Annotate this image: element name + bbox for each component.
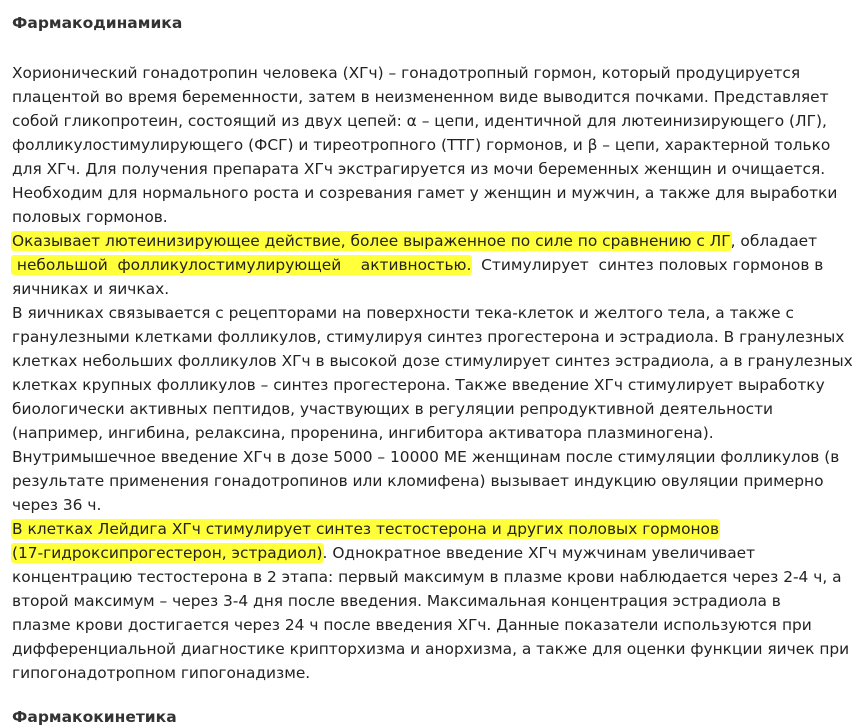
text-segment: второй максимум – через 3-4 дня после введения. Максимальная концентрация эстрадиола в [12, 592, 781, 610]
text-line [12, 541, 755, 565]
text-line [12, 637, 849, 661]
text-line [12, 493, 101, 517]
text-segment: фолликулостимулирующего (ФСГ) и тиреотропного (ТТГ) гормонов, и β – цепи, характерной только [12, 136, 831, 154]
text-line [12, 85, 829, 109]
text-segment: Хорионический гонадотропин человека (ХГч) – гонадотропный гормон, который продуцируется [12, 64, 801, 82]
text-line [12, 301, 794, 325]
text-segment: яичниках и яичках. [12, 280, 170, 298]
text-segment: собой гликопротеин, состоящий из двух цепей: α – цепи, идентичной для лютеинизирующего (ЛГ), [12, 112, 827, 130]
text-line [12, 229, 817, 253]
text-segment: (например, ингибина, релаксина, проренина, ингибитора активатора плазминогена). [12, 424, 714, 442]
text-line [12, 157, 825, 181]
text-segment: плацентой во время беременности, затем в неизмененном виде выводится почками. Представляет [12, 88, 829, 106]
text-line [12, 397, 773, 421]
text-line [12, 61, 800, 85]
text-segment: клетках небольших фолликулов ХГч в высокой дозе стимулирует синтез эстрадиола, а в гранулезных [12, 352, 853, 370]
section-title-pharmacodynamics: Фармакодинамика [12, 14, 183, 32]
text-segment: для ХГч. Для получения препарата ХГч экстрагируется из мочи беременных женщин и очищается. [12, 160, 826, 178]
text-segment: В яичниках связывается с рецепторами на поверхности тека-клеток и желтого тела, а также с [12, 304, 794, 322]
text-segment: через 36 ч. [12, 496, 102, 514]
text-segment: Необходим для нормального роста и созревания гамет у женщин и мужчин, а также для выработки [12, 184, 838, 202]
text-line [12, 517, 719, 541]
text-line [12, 661, 310, 685]
highlighted-text: Оказывает лютеинизирующее действие, более выраженное по силе по сравнению с ЛГ [12, 232, 731, 250]
text-line [12, 613, 812, 637]
text-line [12, 349, 853, 373]
text-line [12, 373, 825, 397]
text-line [12, 469, 824, 493]
text-line [12, 109, 827, 133]
text-line [12, 133, 830, 157]
text-segment: результате применения гонадотропинов или кломифена) вызывает индукцию овуляции примерно [12, 472, 824, 490]
text-line [12, 253, 823, 277]
text-segment: гранулезными клетками фолликулов, стимулируя синтез прогестерона и эстрадиола. В гранулезных [12, 328, 845, 346]
text-segment: биологически активных пептидов, участвующих в регуляции репродуктивной деятельности [12, 400, 774, 418]
text-segment: Стимулирует синтез половых гормонов в [471, 256, 824, 274]
text-line [12, 205, 168, 229]
text-segment: половых гормонов. [12, 208, 168, 226]
text-line [12, 445, 839, 469]
text-line [12, 325, 844, 349]
text-line [12, 589, 781, 613]
text-line [12, 421, 714, 445]
text-line [12, 565, 842, 589]
text-segment: концентрацию тестостерона в 2 этапа: первый максимум в плазме крови наблюдается через 2-4 ч, а [12, 568, 842, 586]
text-line [12, 181, 837, 205]
text-segment: , обладает [730, 232, 818, 250]
highlighted-text: В клетках Лейдига ХГч стимулирует синтез тестостерона и других половых гормонов [12, 520, 720, 538]
text-segment: дифференциальной диагностике крипторхизма и анорхизма, а также для оценки функции яичек при [12, 640, 850, 658]
text-segment: . Однократное введение ХГч мужчинам увеличивает [322, 544, 756, 562]
section-title-pharmacokinetics: Фармакокинетика [12, 708, 177, 726]
highlighted-text: небольшой фолликулостимулирующей активностью. [12, 256, 472, 274]
text-line [12, 277, 169, 301]
text-segment: плазме крови достигается через 24 ч после введения ХГч. Данные показатели используются при [12, 616, 812, 634]
text-segment: Внутримышечное введение ХГч в дозе 5000 – 10000 МЕ женщинам после стимуляции фолликулов (в [12, 448, 840, 466]
highlighted-text: (17-гидроксипрогестерон, эстрадиол) [12, 544, 323, 562]
text-segment: гипогонадотропном гипогонадизме. [12, 664, 311, 682]
text-segment: клетках крупных фолликулов – синтез прогестерона. Также введение ХГч стимулирует выработку [12, 376, 825, 394]
